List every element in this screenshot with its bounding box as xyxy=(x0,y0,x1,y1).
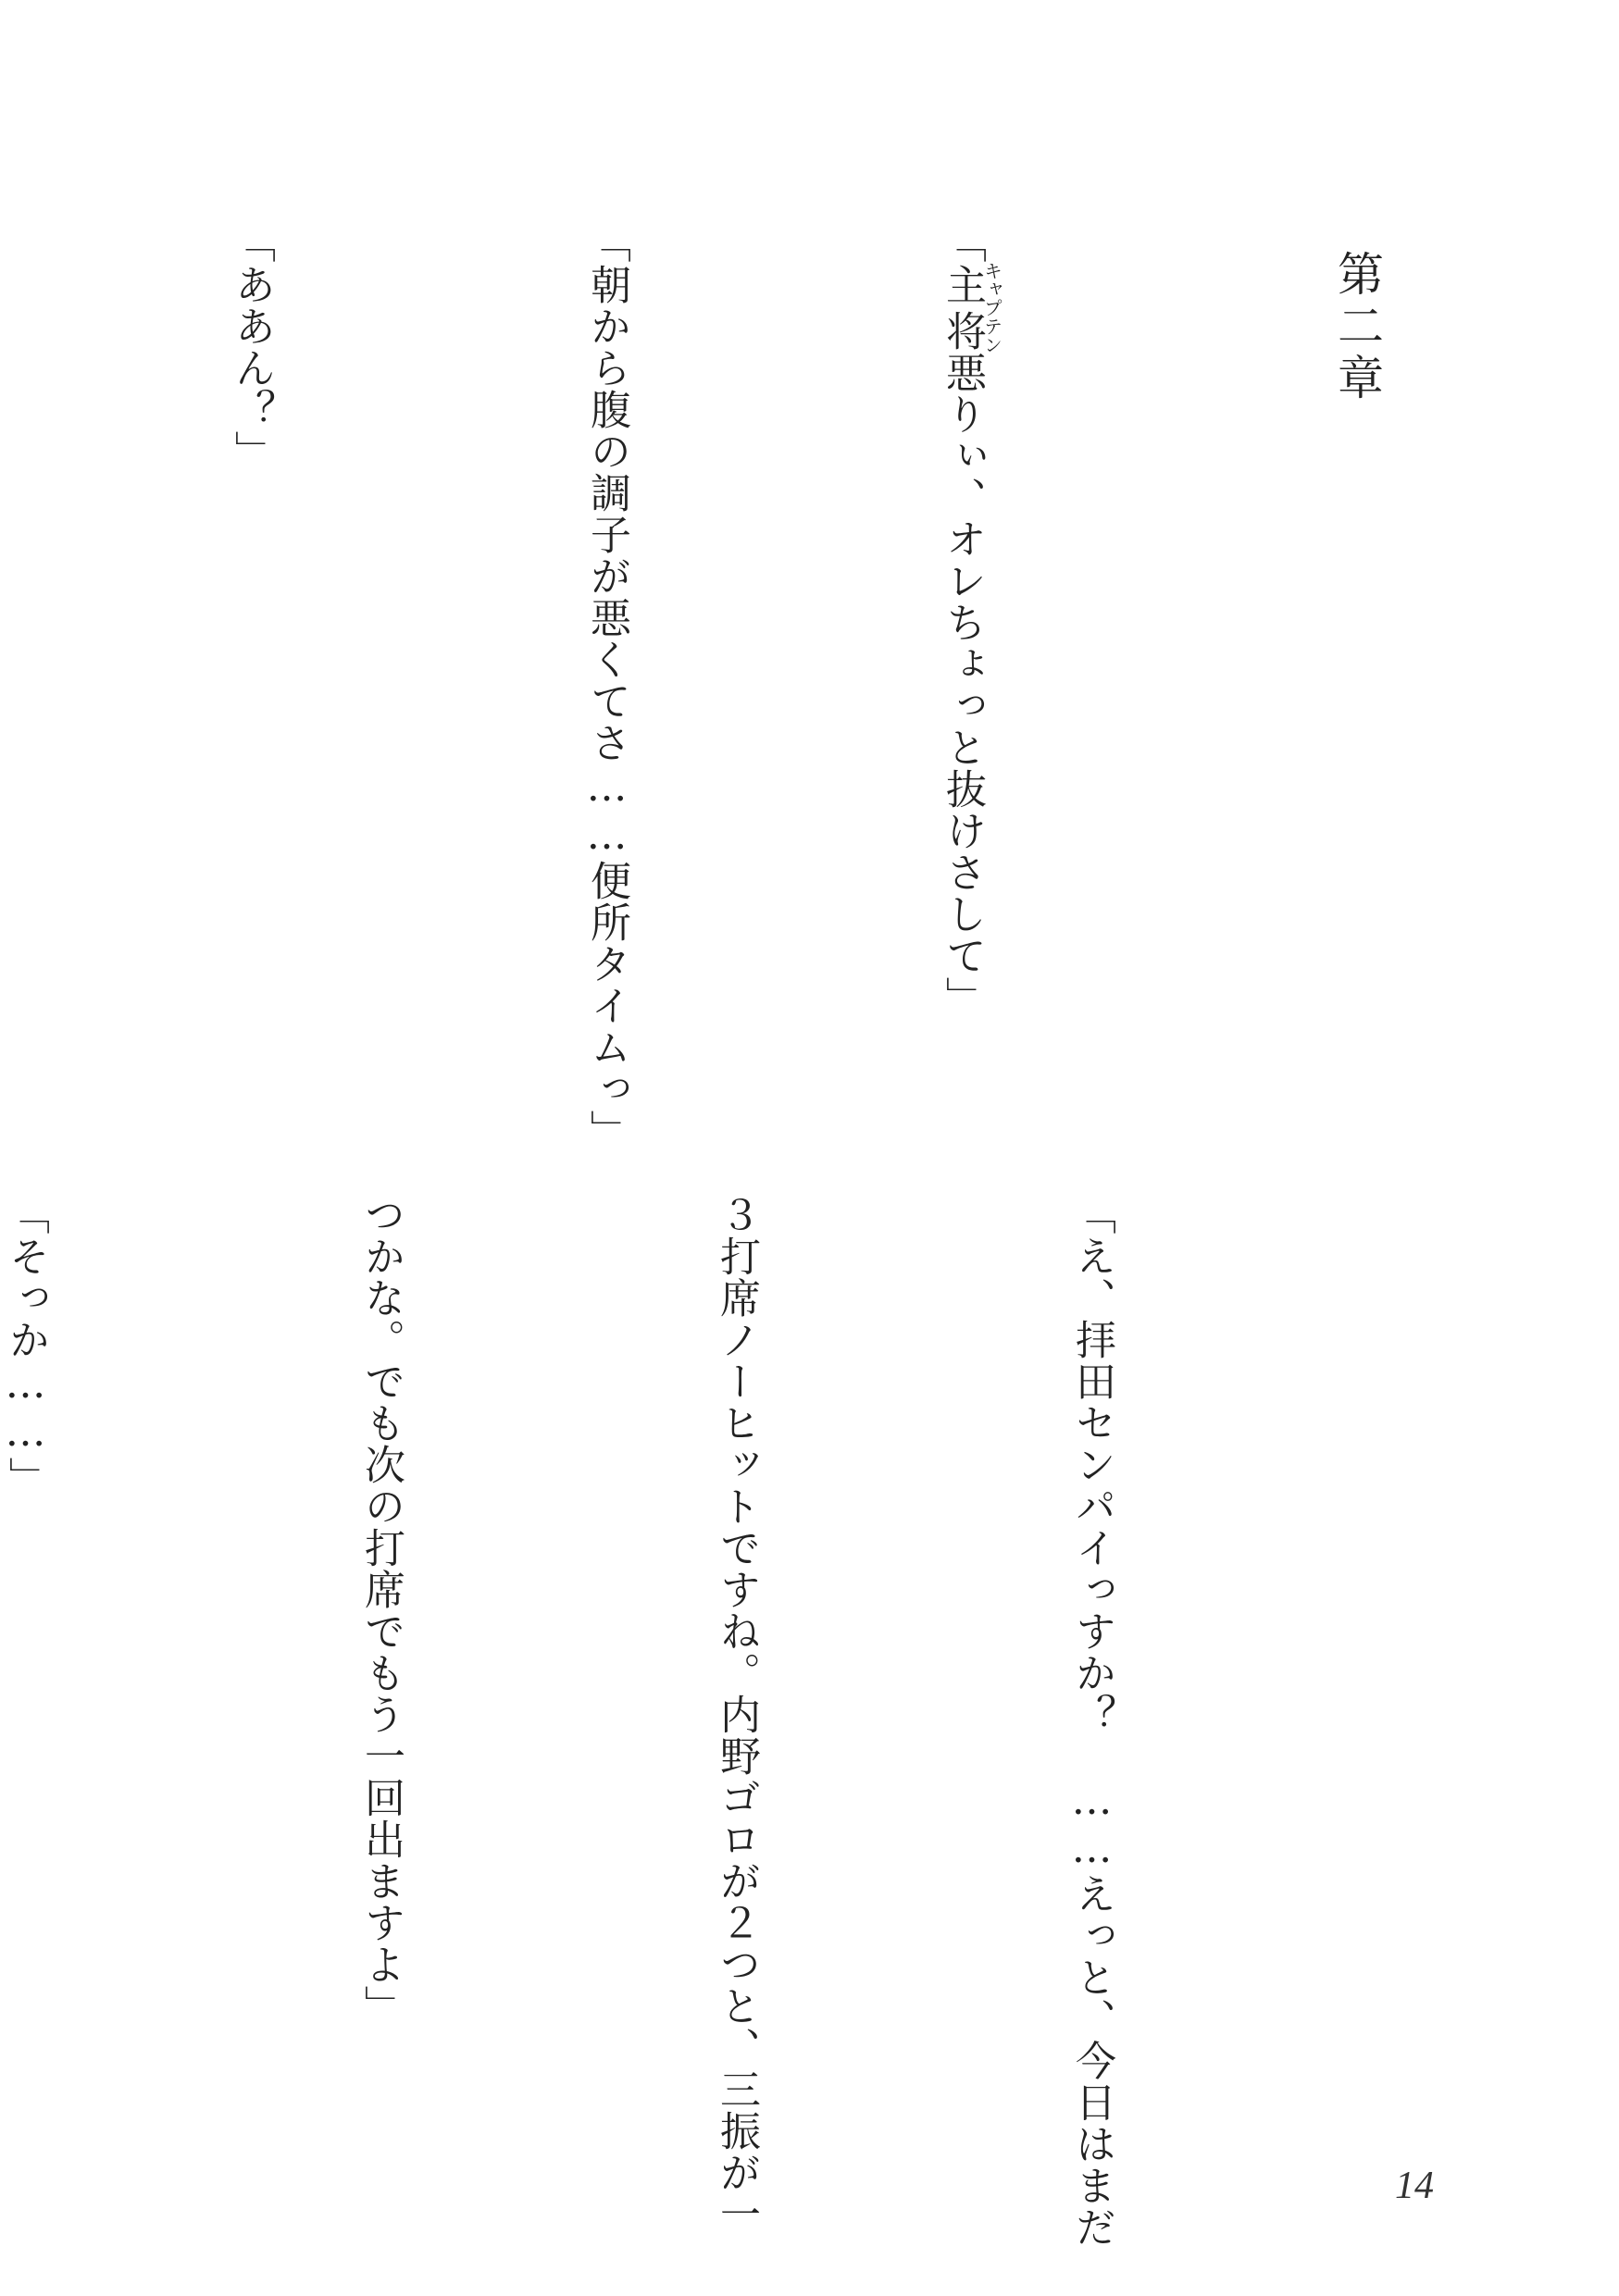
text-line: 「ああん？」 xyxy=(228,222,275,472)
text-line xyxy=(903,222,1021,1148)
ruby-reading: キャプテン xyxy=(980,261,1003,354)
ruby-word xyxy=(939,261,1003,354)
text-line: ３打席ノーヒットですね。内野ゴロが２つと、三振が一 xyxy=(713,1194,760,2235)
lower-text-block xyxy=(0,1194,1388,2248)
text-line: 「朝から腹の調子が悪くてさ……便所タイムっ」 xyxy=(583,222,630,1151)
line-rest: 悪りぃ、オレちょっと抜けさして」 xyxy=(939,352,986,1018)
upper-text-block xyxy=(0,222,1258,1151)
text-line: 「そっか……」 xyxy=(2,1194,49,1498)
text-line: 「え、拝田センパイっすか？ ……えっと、今日はまだ xyxy=(1068,1194,1115,2248)
page-number: 14 xyxy=(1395,2165,1434,2207)
text-line: つかな。でも次の打席でもう一回出ますよ」 xyxy=(357,1194,405,2027)
quote-open: 「 xyxy=(939,222,986,264)
chapter-title: 第二章 xyxy=(1330,250,1384,405)
ruby-base: 主将 xyxy=(939,261,986,354)
